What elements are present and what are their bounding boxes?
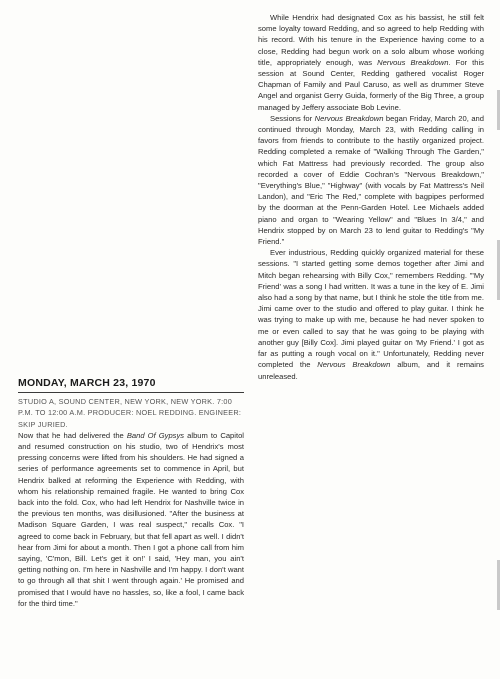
text-run: . For this session at Sound Center, Redding gathered vocalist Roger Chapman of Family and Paul Caruso, as well as drummer Steve Angel and organist Gerry Guida, formerly of the Big Three, a group managed by Jeffery associate Bob Levine. <box>258 57 484 112</box>
album-title: Nervous Breakdown <box>317 360 391 370</box>
album-title: Band Of Gypsys <box>126 430 185 440</box>
body-paragraph <box>258 113 484 247</box>
body-paragraph <box>258 247 484 381</box>
body-paragraph <box>258 12 484 113</box>
text-run: began Friday, March 20, and continued through Monday, March 23, with Redding calling in favors from friends to contribute to the hastily organized project. Redding completed a remake of "Walking Through The Garden," which Fat Mattress had previously recorded. The group also recorded a cover of Eddie Cochran's "Nervous Breakdown," "Everything's Blue," "Highway" (with vocals by Fat Mattress's Neil Landon), and "Eric The Red," complete with bagpipes performed by the doorman at the Penn-Garden Hotel. Lee Michaels added piano and organ to "Wearing Yellow" and "Blues In 3/4," and Hendrix stopped by on March 23 to lend guitar to Redding's "My Friend." <box>258 113 484 247</box>
entry-date-heading: MONDAY, MARCH 23, 1970 <box>18 378 244 393</box>
session-info: STUDIO A, SOUND CENTER, NEW YORK, NEW YORK. 7:00 P.M. TO 12:00 A.M. PRODUCER: NOEL REDDING. ENGINEER: SKIP JURIED. <box>18 397 242 429</box>
album-title: Nervous Breakdown <box>314 113 384 123</box>
text-run: While Hendrix had designated Cox as his bassist, he still felt some loyalty toward Redding, and so agreed to help Redding with his record. With his tenure in the Experience having come to a close, Redding had begun work on a solo album whose working title, appropriately enough, was <box>258 13 484 67</box>
album-title: Nervous Breakdown <box>377 57 449 67</box>
text-run: Now that he had delivered the <box>18 430 127 440</box>
text-run: album, and it remains unreleased. <box>258 360 484 381</box>
left-column <box>18 378 244 609</box>
text-run: album to Capitol and resumed construction on his studio, two of Hendrix's most pressing concerns were lifted from his shoulders. He had signed a series of performance agreements set to commence in April, but Hendrix balked at reforming the Experience with Redding, with whom his relationship remained fragile. He wanted to bring Cox back into the fold. Cox, who had left Hendrix for Nashville twice in the previous ten months, was disillusioned. "After the business at Madison Square Garden, I was real suspect," recalls Cox. "I agreed to come back in February, but that fell apart as well. I didn't hear from Jimi for about a month. Then I got a phone call from him saying, 'C'mon, Bill. Let's get it on!' I said, 'Hey man, you ain't getting nothing on. I'm here in Nashville and I'm happy. I don't want to go through all that shit I went through again.' He promised and promised that I would have no hassles, so, like a fool, I came back for the third time." <box>18 430 244 608</box>
text-run: Sessions for <box>270 113 315 123</box>
text-run: Ever industrious, Redding quickly organized material for these sessions. "I started getting some demos together after Jimi and Mitch began rehearsing with Billy Cox," remembers Redding. "'My Friend' was a song I had written. It was a tune in the key of E. Jimi also had a song by that name, but I think he stole the title from me. Jimi came over to the studio and offered to play guitar. I think he was trying to make up with me, because he had never spoken to me or even called to say that he was going to be playing with another guy [Billy Cox]. Jimi played guitar on 'My Friend.' I got as far as putting a rough vocal on it." Unfortunately, Redding never completed the <box>258 248 484 370</box>
body-paragraph <box>18 430 244 609</box>
right-column <box>258 12 484 382</box>
